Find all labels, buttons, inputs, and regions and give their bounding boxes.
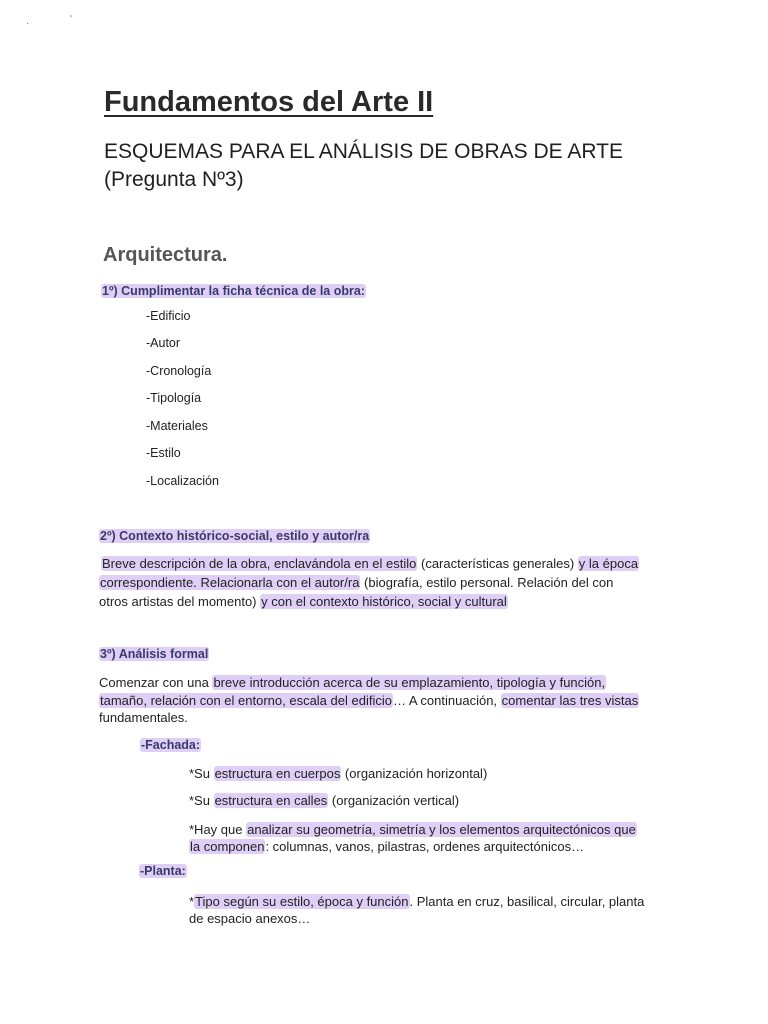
planta-point-continued	[189, 911, 310, 927]
text: (organización horizontal)	[341, 766, 488, 781]
highlighted-text: Breve descripción de la obra, enclavándola en el estilo	[102, 556, 417, 571]
text: . Planta en cruz, basilical, circular, planta	[409, 894, 645, 909]
document-subtitle: ESQUEMAS PARA EL ANÁLISIS DE OBRAS DE ARTE	[104, 140, 623, 163]
list-item: -Estilo	[146, 446, 181, 460]
planta-heading-text: -Planta:	[140, 864, 186, 878]
paragraph-line	[99, 675, 606, 691]
list-item: -Materiales	[146, 419, 208, 433]
question-2-heading-text: 2º) Contexto histórico-social, estilo y autor/ra	[100, 529, 370, 543]
paragraph-line	[99, 693, 639, 709]
question-1-heading	[101, 284, 366, 298]
text: *Su	[189, 766, 214, 781]
highlighted-text: estructura en calles	[214, 793, 328, 808]
text: : columnas, vanos, pilastras, ordenes arquitectónicos…	[265, 839, 585, 854]
list-item: -Cronología	[146, 364, 212, 378]
paragraph-line	[99, 710, 188, 726]
list-item: -Localización	[146, 474, 219, 488]
fachada-heading	[140, 738, 201, 752]
text: (características generales)	[417, 556, 578, 571]
highlighted-text: analizar su geometría, simetría y los elementos arquitectónicos que	[247, 822, 636, 837]
planta-point	[189, 894, 644, 910]
question-3-heading	[99, 647, 209, 661]
scan-speck: '	[70, 14, 72, 25]
fachada-heading-text: -Fachada:	[141, 738, 201, 752]
text: fundamentales.	[99, 710, 188, 725]
text: (biografía, estilo personal. Relación del con	[360, 575, 614, 590]
highlighted-text: correspondiente. Relacionarla con el autor/ra	[100, 575, 360, 590]
fachada-point	[189, 822, 637, 838]
fachada-point	[189, 766, 487, 782]
text: otros artistas del momento)	[99, 594, 261, 609]
question-2-heading	[99, 529, 370, 543]
planta-heading	[139, 864, 187, 878]
text: *Hay que	[189, 822, 247, 837]
highlighted-text: tamaño, relación con el entorno, escala del edificio	[100, 693, 392, 708]
highlighted-text: y la época	[578, 556, 639, 571]
text: *	[189, 894, 195, 909]
text: Comenzar con una	[99, 675, 213, 690]
fachada-point	[189, 793, 459, 809]
list-item: -Edificio	[146, 309, 191, 323]
text: (organización vertical)	[328, 793, 460, 808]
fachada-point-continued	[189, 839, 584, 855]
section-heading: Arquitectura.	[103, 244, 228, 266]
text: … A continuación,	[392, 693, 501, 708]
paragraph-line	[101, 556, 639, 572]
highlighted-text: breve introducción acerca de su emplazamiento, tipología y función,	[213, 675, 606, 690]
highlighted-text: comentar las tres vistas	[501, 693, 639, 708]
paragraph-line	[99, 594, 508, 610]
highlighted-text: y con el contexto histórico, social y cultural	[261, 594, 507, 609]
document-subtitle-question: (Pregunta Nº3)	[104, 168, 244, 191]
question-1-heading-text: 1º) Cumplimentar la ficha técnica de la obra:	[102, 284, 365, 298]
paragraph-line	[99, 575, 613, 591]
highlighted-text: Tipo según su estilo, época y función	[195, 894, 409, 909]
highlighted-text: la componen	[190, 839, 265, 854]
text: *Su	[189, 793, 214, 808]
document-title: Fundamentos del Arte II	[104, 86, 434, 118]
text: de espacio anexos…	[189, 911, 311, 926]
list-item: -Autor	[146, 336, 181, 350]
scan-speck: ·	[26, 18, 30, 29]
list-item: -Tipología	[146, 391, 202, 405]
question-3-heading-text: 3º) Análisis formal	[100, 647, 209, 661]
highlighted-text: estructura en cuerpos	[214, 766, 341, 781]
